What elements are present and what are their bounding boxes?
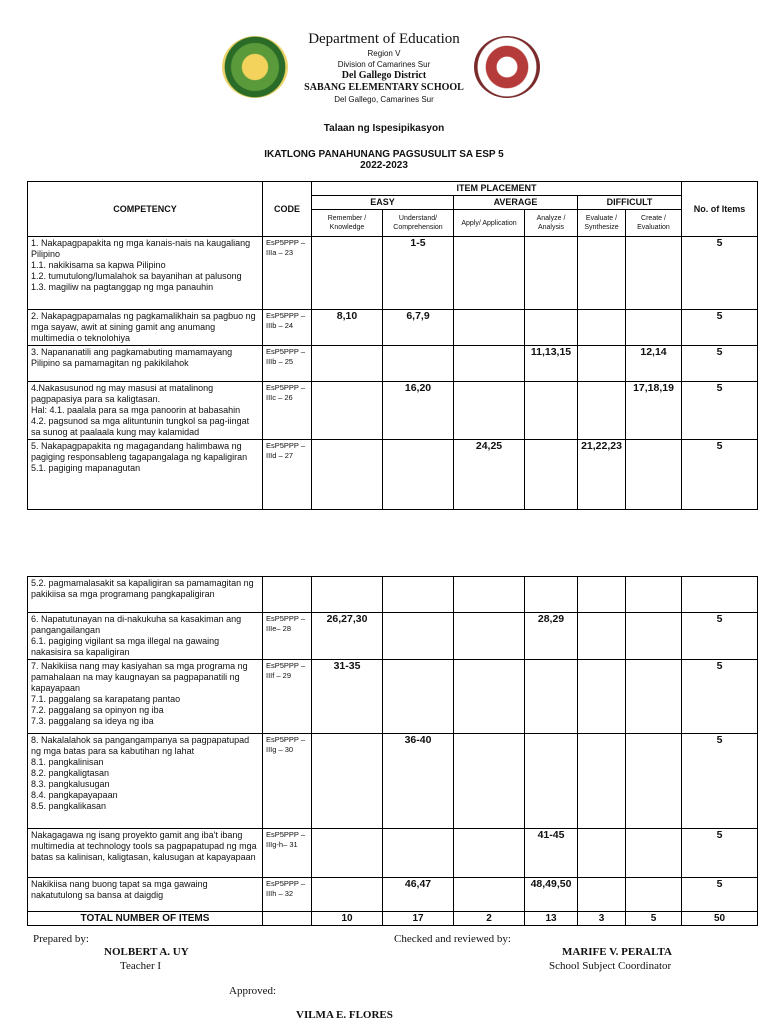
items-count-cell: 5	[682, 310, 758, 346]
prepared-title: Teacher I	[120, 960, 162, 972]
approved-label: Approved:	[229, 985, 277, 997]
school-address: Del Gallego, Camarines Sur	[334, 95, 434, 104]
item-cell	[626, 829, 682, 878]
exam-title-block	[0, 149, 768, 171]
item-cell	[578, 382, 626, 440]
level-header: Apply/ Application	[454, 210, 525, 237]
item-cell	[454, 829, 525, 878]
item-cell	[312, 577, 383, 613]
item-cell	[454, 346, 525, 382]
code-cell: EsP5PPP – IIIg – 30	[263, 734, 312, 829]
approved-name: VILMA E. FLORES	[296, 1009, 393, 1021]
competency-cell: Nakagagawa ng isang proyekto gamit ang iba't ibang multimedia at technology tools sa pagpapatupad ng mga batas sa kalinisan, kaligtasan, kalusugan at kapayapaan	[28, 829, 263, 878]
item-cell	[578, 237, 626, 310]
difficult-header: DIFFICULT	[578, 196, 682, 210]
items-count-cell: 5	[682, 346, 758, 382]
item-cell	[454, 613, 525, 660]
table-row	[28, 878, 758, 912]
level-header: Remember / Knowledge	[312, 210, 383, 237]
item-cell	[454, 878, 525, 912]
code-cell: EsP5PPP – IIIf – 29	[263, 660, 312, 734]
total-create: 5	[626, 912, 682, 926]
item-cell: 31-35	[312, 660, 383, 734]
item-cell	[454, 660, 525, 734]
item-cell	[578, 346, 626, 382]
level-header: Evaluate / Synthesize	[578, 210, 626, 237]
code-cell: EsP5PPP – IIIc – 26	[263, 382, 312, 440]
tos-table-top	[27, 181, 758, 510]
item-cell	[312, 878, 383, 912]
item-cell	[383, 440, 454, 510]
item-cell: 17,18,19	[626, 382, 682, 440]
item-cell	[525, 660, 578, 734]
item-cell	[383, 577, 454, 613]
competency-cell: 1. Nakapagpapakita ng mga kanais-nais na kaugaliang Pilipino 1.1. nakikisama sa kapwa Pilipino 1.2. tumutulong/lumalahok sa bayanihan at palusong 1.3. magiliw na pagtanggap ng mga panauhin	[28, 237, 263, 310]
item-cell: 8,10	[312, 310, 383, 346]
total-code-cell	[263, 912, 312, 926]
item-cell	[454, 577, 525, 613]
school-year: 2022-2023	[360, 160, 408, 171]
competency-cell: 4.Nakasusunod ng may masusi at matalinong pagpapasiya para sa kaligtasan. Hal: 4.1. paalala para sa mga panoorin at babasahin 4.2. pagsunod sa mga alituntunin tungkol sa pag-iingat sa sunog at paalaala kung may kalamidad	[28, 382, 263, 440]
item-cell	[312, 237, 383, 310]
items-count-cell: 5	[682, 660, 758, 734]
competency-cell: Nakikiisa nang buong tapat sa mga gawaing nakatutulong sa bansa at daigdig	[28, 878, 263, 912]
checked-label: Checked and reviewed by:	[394, 933, 511, 945]
table-row	[28, 310, 758, 346]
checked-name: MARIFE V. PERALTA	[562, 946, 672, 958]
item-cell	[578, 660, 626, 734]
item-cell	[626, 660, 682, 734]
items-count-cell	[682, 577, 758, 613]
item-cell: 26,27,30	[312, 613, 383, 660]
item-cell	[626, 878, 682, 912]
department-name: Department of Education	[308, 31, 460, 47]
easy-header: EASY	[312, 196, 454, 210]
item-cell	[312, 734, 383, 829]
exam-title: IKATLONG PANAHUNANG PAGSUSULIT SA ESP 5	[264, 149, 504, 160]
code-cell: EsP5PPP – IIIh – 32	[263, 878, 312, 912]
total-label: TOTAL NUMBER OF ITEMS	[28, 912, 263, 926]
total-row	[28, 912, 758, 926]
item-cell	[525, 577, 578, 613]
code-header: CODE	[263, 182, 312, 237]
table-row	[28, 577, 758, 613]
code-cell: EsP5PPP – IIIg-h– 31	[263, 829, 312, 878]
table-row	[28, 237, 758, 310]
item-cell: 16,20	[383, 382, 454, 440]
item-cell	[312, 346, 383, 382]
items-count-cell: 5	[682, 237, 758, 310]
item-cell	[383, 660, 454, 734]
item-cell	[525, 237, 578, 310]
code-cell: EsP5PPP – IIId – 27	[263, 440, 312, 510]
checked-title: School Subject Coordinator	[549, 960, 672, 972]
table-row	[28, 440, 758, 510]
prepared-label: Prepared by:	[33, 933, 89, 945]
item-cell	[312, 440, 383, 510]
item-cell	[578, 577, 626, 613]
item-cell: 48,49,50	[525, 878, 578, 912]
item-placement-header: ITEM PLACEMENT	[312, 182, 682, 196]
item-cell	[383, 613, 454, 660]
total-evaluate: 3	[578, 912, 626, 926]
tos-table-bottom	[27, 576, 758, 926]
code-cell: EsP5PPP – IIIe– 28	[263, 613, 312, 660]
competency-cell: 6. Napatutunayan na di-nakukuha sa kasakiman ang pangangailangan 6.1. pagiging vigilant sa mga illegal na gawaing nakasisira sa kapaligiran	[28, 613, 263, 660]
table-row	[28, 346, 758, 382]
code-cell: EsP5PPP – IIIb – 25	[263, 346, 312, 382]
prepared-name: NOLBERT A. UY	[104, 946, 189, 958]
total-apply: 2	[454, 912, 525, 926]
item-cell	[454, 382, 525, 440]
item-cell: 11,13,15	[525, 346, 578, 382]
item-cell	[454, 310, 525, 346]
item-cell	[525, 310, 578, 346]
division: Division of Camarines Sur	[337, 60, 431, 69]
item-cell: 46,47	[383, 878, 454, 912]
competency-header: COMPETENCY	[28, 182, 263, 237]
item-cell	[578, 310, 626, 346]
competency-cell: 5. Nakapagpapakita ng magagandang halimbawa ng pagiging responsableng tagapangalaga ng kapaligiran 5.1. pagiging mapanagutan	[28, 440, 263, 510]
level-header: Analyze / Analysis	[525, 210, 578, 237]
item-cell	[525, 440, 578, 510]
competency-cell: 7. Nakikiisa nang may kasiyahan sa mga programa ng pamahalaan na may kaugnayan sa pagpapanatili ng kapayapaan 7.1. paggalang sa karapatang pantao 7.2. paggalang sa opinyon ng iba 7.3. paggalang sa ideya ng iba	[28, 660, 263, 734]
items-count-cell: 5	[682, 440, 758, 510]
item-cell	[578, 829, 626, 878]
items-count-cell: 5	[682, 613, 758, 660]
district: Del Gallego District	[341, 70, 427, 81]
competency-cell: 2. Nakapagpapamalas ng pagkamalikhain sa pagbuo ng mga sayaw, awit at sining gamit ang anumang multimedia o teknolohiya	[28, 310, 263, 346]
table-row	[28, 829, 758, 878]
item-cell: 36-40	[383, 734, 454, 829]
item-cell	[578, 734, 626, 829]
item-cell	[626, 734, 682, 829]
letterhead	[0, 30, 768, 105]
item-cell	[578, 878, 626, 912]
average-header: AVERAGE	[454, 196, 578, 210]
item-cell	[626, 237, 682, 310]
item-cell	[383, 346, 454, 382]
item-cell: 21,22,23	[578, 440, 626, 510]
items-count-cell: 5	[682, 734, 758, 829]
doc-title: Talaan ng Ispesipikasyon	[323, 123, 445, 134]
item-cell	[525, 734, 578, 829]
item-cell	[626, 613, 682, 660]
code-cell: EsP5PPP – IIIb – 24	[263, 310, 312, 346]
item-cell	[454, 237, 525, 310]
item-cell	[312, 829, 383, 878]
item-cell	[383, 829, 454, 878]
item-cell: 1-5	[383, 237, 454, 310]
item-cell	[626, 310, 682, 346]
item-cell	[626, 440, 682, 510]
level-header: Understand/ Comprehension	[383, 210, 454, 237]
item-cell: 6,7,9	[383, 310, 454, 346]
table-row	[28, 734, 758, 829]
table-row	[28, 660, 758, 734]
item-cell: 41-45	[525, 829, 578, 878]
item-cell	[454, 734, 525, 829]
total-analyze: 13	[525, 912, 578, 926]
region: Region V	[367, 49, 401, 58]
total-remember: 10	[312, 912, 383, 926]
item-cell: 24,25	[454, 440, 525, 510]
item-cell: 12,14	[626, 346, 682, 382]
table-row	[28, 613, 758, 660]
items-count-cell: 5	[682, 382, 758, 440]
school-name: SABANG ELEMENTARY SCHOOL	[304, 82, 464, 93]
item-cell: 28,29	[525, 613, 578, 660]
total-understand: 17	[383, 912, 454, 926]
items-count-cell: 5	[682, 878, 758, 912]
item-cell	[525, 382, 578, 440]
competency-cell: 8. Nakalalahok sa pangangampanya sa pagpapatupad ng mga batas para sa kabutihan ng lahat 8.1. pangkalinisan 8.2. pangkaligtasan 8.3. pangkalusugan 8.4. pangkapayapaan 8.5. pangkalikasan	[28, 734, 263, 829]
item-cell	[578, 613, 626, 660]
table-row	[28, 382, 758, 440]
grand-total: 50	[682, 912, 758, 926]
code-cell	[263, 577, 312, 613]
item-cell	[312, 382, 383, 440]
level-header: Create / Evaluation	[626, 210, 682, 237]
competency-cell: 3. Napananatili ang pagkamabuting mamamayang Pilipino sa pamamagitan ng pakikilahok	[28, 346, 263, 382]
no-items-header: No. of Items	[682, 182, 758, 237]
items-count-cell: 5	[682, 829, 758, 878]
competency-cell: 5.2. pagmamalasakit sa kapaligiran sa pamamagitan ng pakikiisa sa mga programang pangkapaligiran	[28, 577, 263, 613]
item-cell	[626, 577, 682, 613]
code-cell: EsP5PPP – IIIa – 23	[263, 237, 312, 310]
